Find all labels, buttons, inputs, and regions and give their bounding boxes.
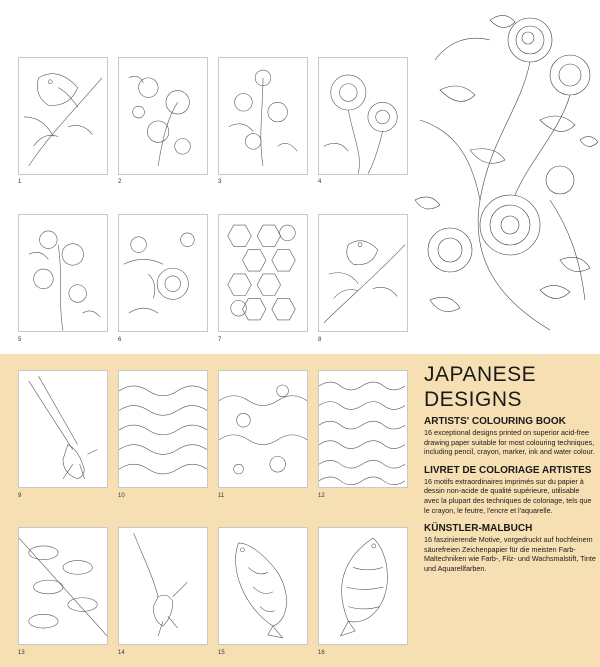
hero-peony-illustration [410, 0, 600, 342]
page-number: 2 [118, 179, 122, 185]
section-heading-de: KÜNSTLER-MALBUCH [424, 523, 533, 535]
section-heading-fr: LIVRET DE COLORIAGE ARTISTES [424, 464, 592, 476]
page-number: 5 [18, 337, 22, 343]
page-thumbnail-3 [218, 57, 308, 175]
page-thumbnail-16 [318, 527, 408, 645]
page-number: 9 [18, 493, 22, 499]
title-line-1: JAPANESE [424, 363, 537, 386]
page-thumbnail-11 [218, 370, 308, 488]
page-thumbnail-1 [18, 57, 108, 175]
page-number: 12 [318, 493, 325, 499]
page-thumbnail-13 [18, 527, 108, 645]
page-number: 4 [318, 179, 322, 185]
page-thumbnail-5 [18, 214, 108, 332]
page-thumbnail-6 [118, 214, 208, 332]
page-number: 16 [318, 650, 325, 656]
page-number: 13 [18, 650, 25, 656]
page-number: 6 [118, 337, 122, 343]
page-thumbnail-8 [318, 214, 408, 332]
page-thumbnail-2 [118, 57, 208, 175]
page-thumbnail-12 [318, 370, 408, 488]
page-thumbnail-10 [118, 370, 208, 488]
page-thumbnail-7 [218, 214, 308, 332]
book-title [424, 362, 596, 412]
page-thumbnail-15 [218, 527, 308, 645]
page-number: 3 [218, 179, 222, 185]
page-thumbnail-4 [318, 57, 408, 175]
page-number: 14 [118, 650, 125, 656]
page-number: 15 [218, 650, 225, 656]
page-number: 1 [18, 179, 22, 185]
section-body-fr: 16 motifs extraordinaires imprimés sur du papier à dessin non-acide de qualité supérieure, utilisable avec la plupart des techniques de coloriage, tels que le crayon, le feutre, l'encre et l'aquarelle. [424, 476, 592, 515]
section-body-en: 16 exceptional designs printed on superior acid-free drawing paper suitable for most colouring techniques, including pencil, crayon, marker, ink and water colour. [424, 428, 595, 457]
page-thumbnail-9 [18, 370, 108, 488]
page-number: 8 [318, 337, 322, 343]
page-number: 7 [218, 337, 222, 343]
section-heading-en: ARTISTS' COLOURING BOOK [424, 416, 566, 427]
page-thumbnail-14 [118, 527, 208, 645]
description-column [424, 362, 596, 582]
page-number: 11 [218, 493, 225, 499]
title-line-2: DESIGNS [424, 388, 523, 411]
section-body-de: 16 faszinierende Motive, vorgedruckt auf hochfeinem säurefreien Zeichenpapier für die meisten Farb-Maltechniken wie Farb-, Filz- und Wachsmalstift, Tinte und Aquarellfarben. [424, 535, 596, 573]
page-number: 10 [118, 493, 125, 499]
